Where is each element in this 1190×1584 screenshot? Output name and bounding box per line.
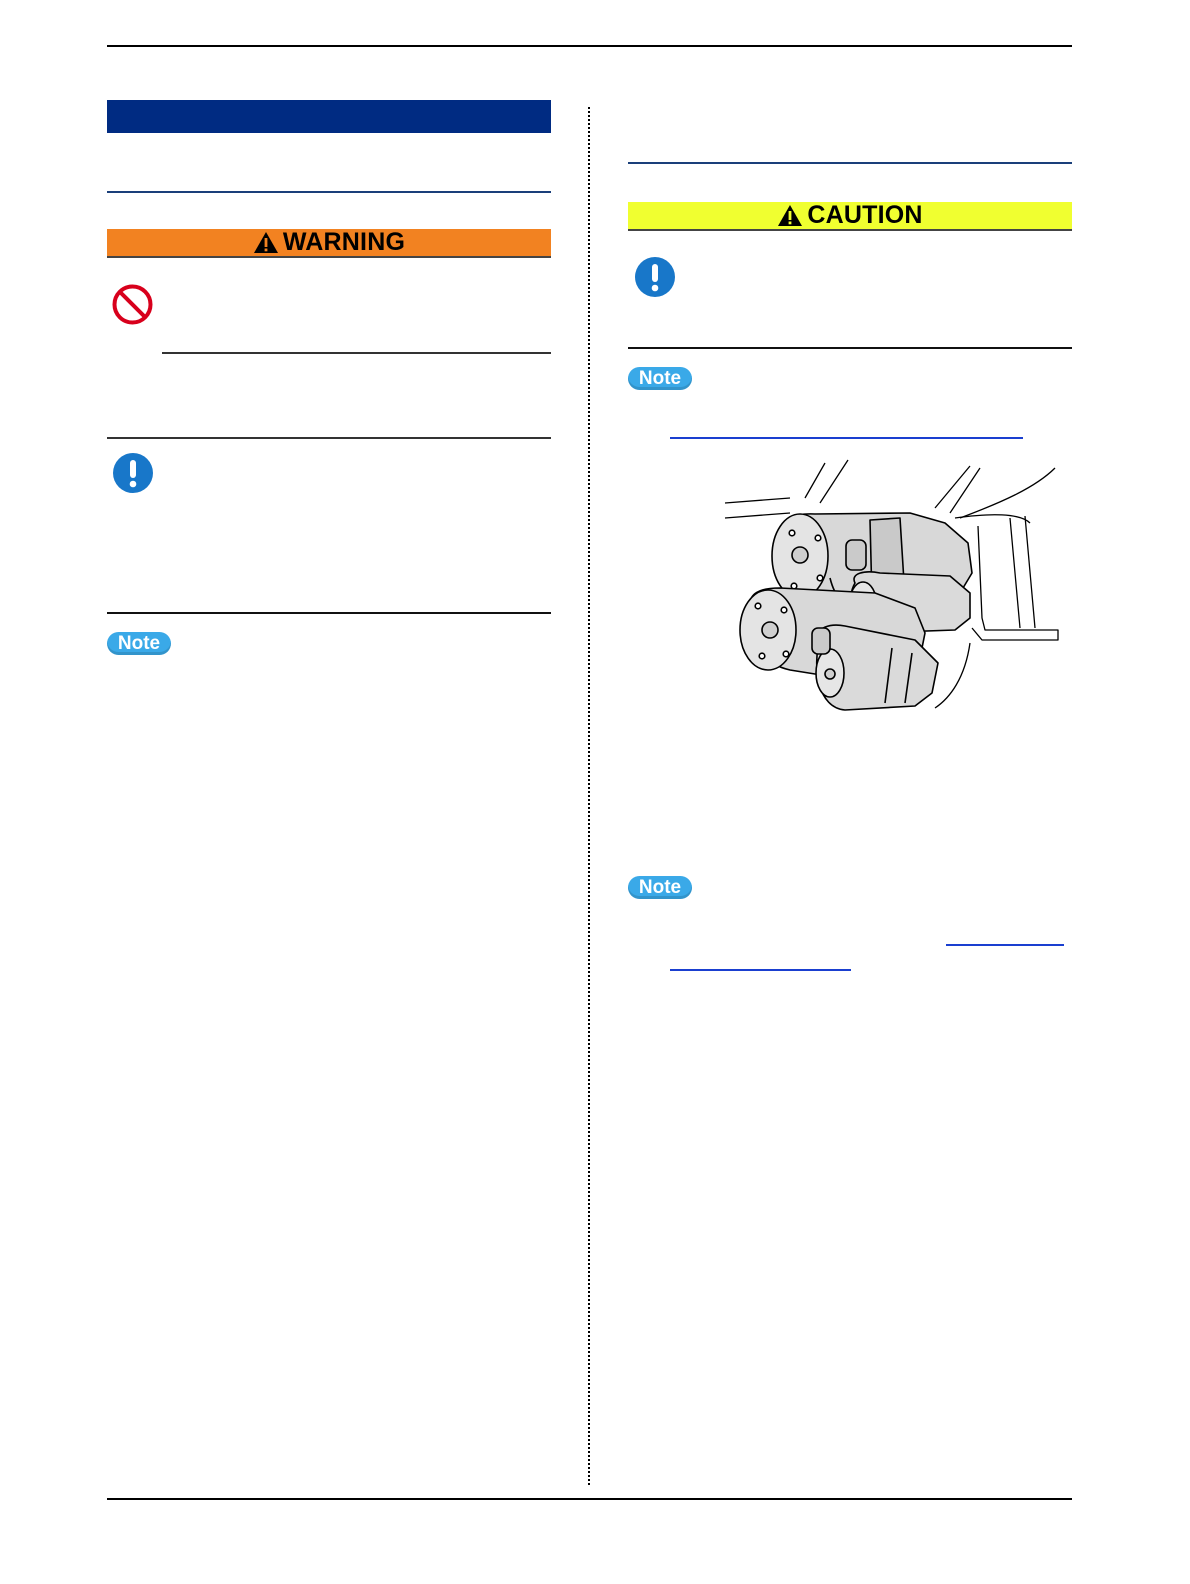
note-badge: Note: [628, 367, 692, 390]
caution-banner: [628, 202, 1072, 231]
section-divider: [107, 612, 551, 614]
note-badge: Note: [107, 632, 171, 655]
prohibition-icon: [111, 283, 154, 326]
section-divider: [107, 437, 551, 439]
cross-reference-link[interactable]: [946, 944, 1064, 946]
subsection-rule: [628, 162, 1072, 164]
caution-label: CAUTION: [807, 201, 923, 229]
warning-triangle-icon: [777, 204, 803, 227]
exclamation-icon: [112, 452, 154, 494]
header-rule: [107, 45, 1072, 47]
note-badge: Note: [628, 876, 692, 899]
section-divider: [628, 347, 1072, 349]
subsection-rule: [107, 191, 551, 193]
cross-reference-link[interactable]: [670, 969, 851, 971]
starter-motor-illustration: [720, 458, 1065, 718]
warning-label: WARNING: [282, 228, 406, 256]
warning-triangle-icon: [253, 231, 279, 254]
column-divider: [588, 107, 590, 1485]
section-title-bar: [107, 100, 551, 133]
exclamation-icon: [634, 256, 676, 298]
warning-banner: [107, 229, 551, 258]
cross-reference-link[interactable]: [670, 437, 1023, 439]
warning-item-rule: [162, 352, 551, 354]
footer-rule: [107, 1498, 1072, 1500]
